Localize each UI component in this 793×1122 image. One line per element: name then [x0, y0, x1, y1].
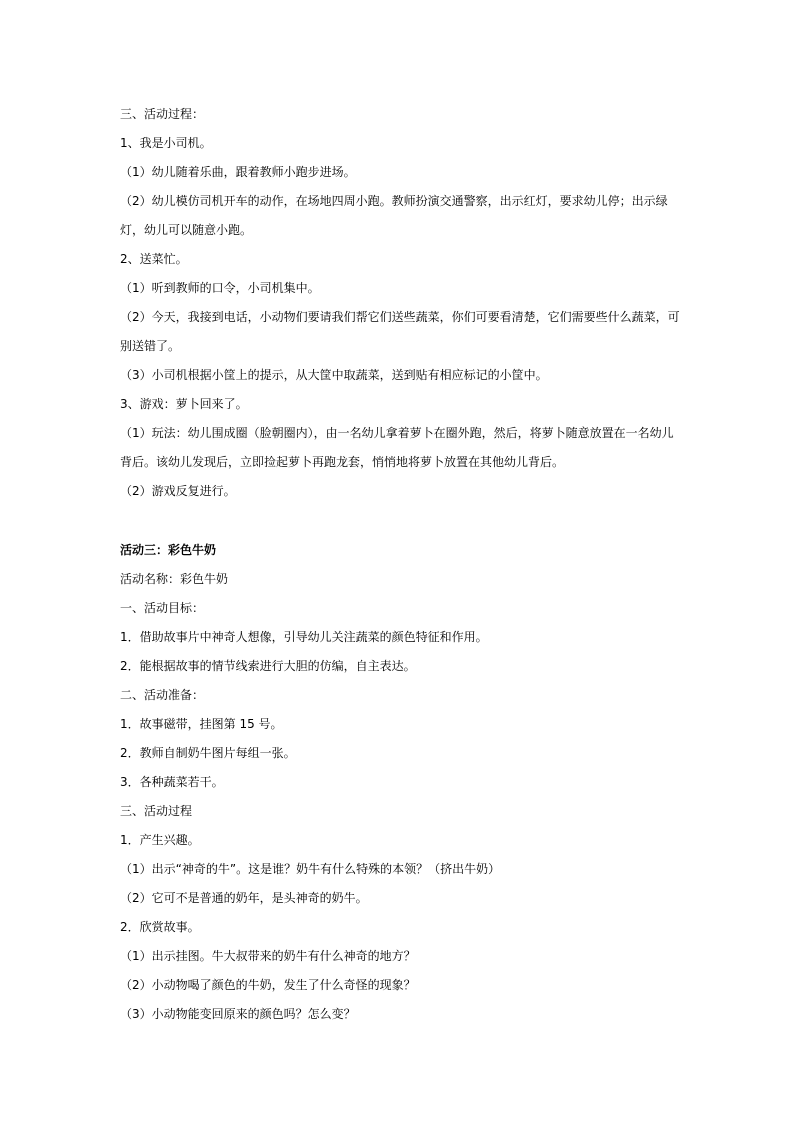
paragraph: （2）它可不是普通的奶年，是头神奇的奶牛。 — [120, 891, 368, 905]
section-gap — [120, 506, 680, 536]
paragraph: （3）小司机根据小筐上的提示，从大筐中取蔬菜，送到贴有相应标记的小筐中。 — [120, 368, 548, 382]
step-heading: 2、送菜忙。 — [120, 252, 188, 266]
section-title: 活动三：彩色牛奶 — [120, 543, 217, 557]
step-heading: 2．欣赏故事。 — [120, 920, 200, 934]
paragraph: （1）幼儿随着乐曲，跟着教师小跑步进场。 — [120, 165, 356, 179]
paragraph: （1）出示“神奇的牛”。这是谁？奶牛有什么特殊的本领？（挤出牛奶） — [120, 862, 501, 876]
paragraph: （3）小动物能变回原来的颜色吗？怎么变？ — [120, 1007, 356, 1021]
paragraph: （2）小动物喝了颜色的牛奶，发生了什么奇怪的现象？ — [120, 978, 416, 992]
step-heading: 3、游戏：萝卜回来了。 — [120, 397, 248, 411]
list-item: 2．能根据故事的情节线索进行大胆的仿编，自主表达。 — [120, 659, 416, 673]
step-heading: 1、我是小司机。 — [120, 136, 212, 150]
paragraph: （2）游戏反复进行。 — [120, 484, 236, 498]
heading-goals: 一、活动目标： — [120, 601, 205, 615]
paragraph: （1）听到教师的口令，小司机集中。 — [120, 281, 320, 295]
heading-process: 三、活动过程： — [120, 107, 205, 121]
paragraph: （1）出示挂图。牛大叔带来的奶牛有什么神奇的地方？ — [120, 949, 416, 963]
document-content — [120, 100, 680, 1029]
paragraph: （2）幼儿模仿司机开车的动作，在场地四周小跑。教师扮演交通警察，出示红灯，要求幼儿停；出示绿灯，幼儿可以随意小跑。 — [120, 194, 668, 237]
list-item: 1．借助故事片中神奇人想像，引导幼儿关注蔬菜的颜色特征和作用。 — [120, 630, 488, 644]
list-item: 1．故事磁带，挂图第 15 号。 — [120, 717, 283, 731]
heading-preparation: 二、活动准备： — [120, 688, 205, 702]
paragraph: （1）玩法：幼儿围成圈（脸朝圈内），由一名幼儿拿着萝卜在圈外跑，然后，将萝卜随意放置在一名幼儿背后。该幼儿发现后，立即捡起萝卜再跑龙套，悄悄地将萝卜放置在其他幼儿背后。 — [120, 426, 674, 469]
step-heading: 1．产生兴趣。 — [120, 833, 200, 847]
list-item: 3．各种蔬菜若干。 — [120, 775, 224, 789]
activity-name: 活动名称：彩色牛奶 — [120, 572, 229, 586]
paragraph: （2）今天，我接到电话，小动物们要请我们帮它们送些蔬菜，你们可要看清楚，它们需要些什么蔬菜，可别送错了。 — [120, 310, 680, 353]
heading-process: 三、活动过程 — [120, 804, 193, 818]
list-item: 2．教师自制奶牛图片每组一张。 — [120, 746, 296, 760]
